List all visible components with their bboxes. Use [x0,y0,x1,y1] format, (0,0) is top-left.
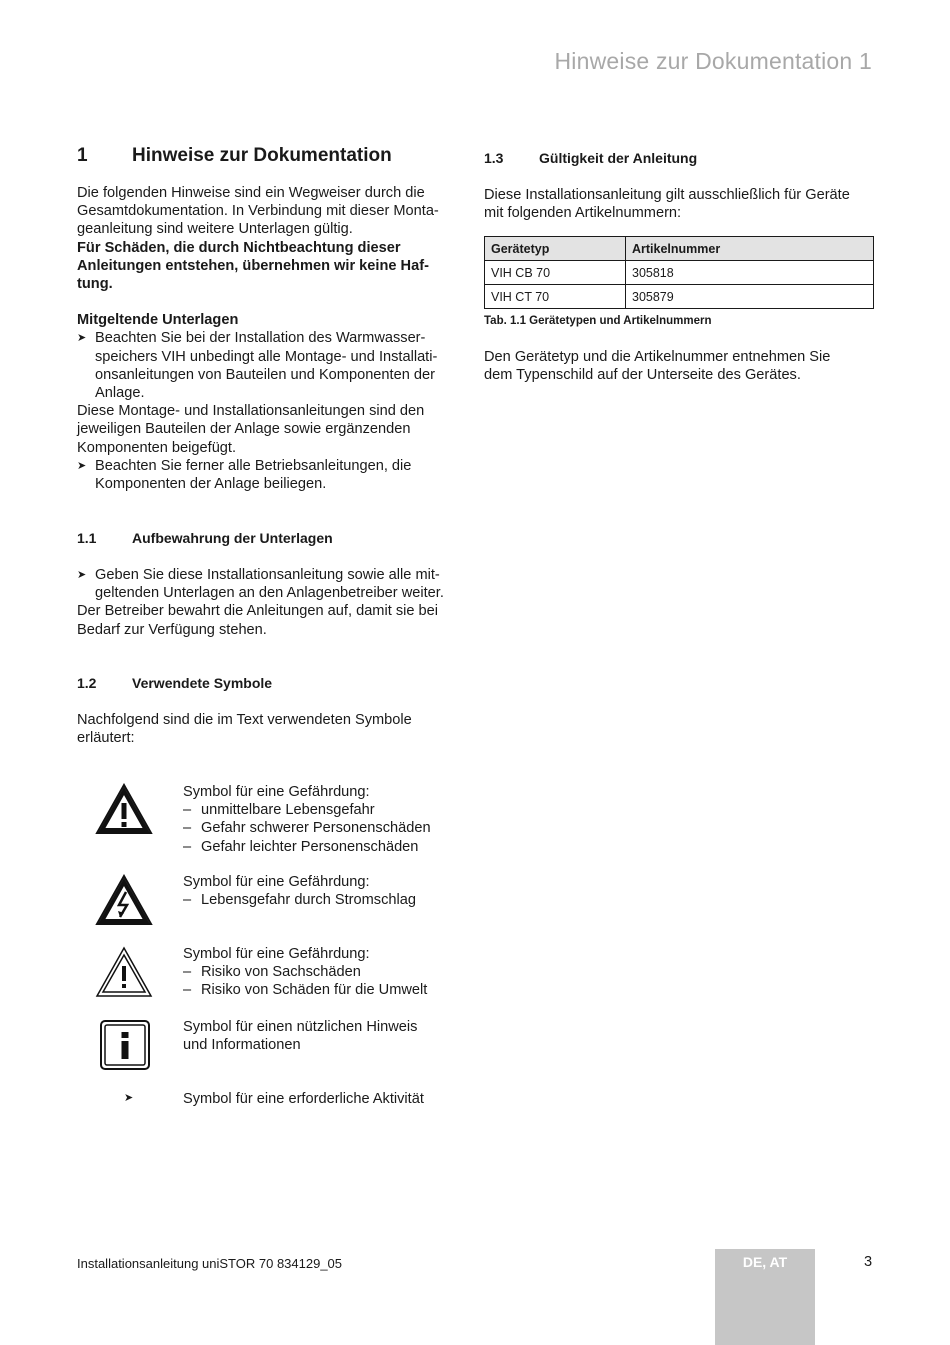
table-header: Gerätetyp [485,237,626,261]
para-line: Bedarf zur Verfügung stehen. [77,621,267,638]
symbol-description [183,783,431,856]
symbol-description [183,945,427,1000]
arrow-icon: ➤ [77,459,87,472]
table-cell: 305818 [626,261,874,285]
liability-line: tung. [77,276,113,293]
table-cell: VIH CT 70 [485,285,626,309]
intro-line: Die folgenden Hinweise sind ein Wegweiser durch die [77,185,425,201]
section-1-3-heading [484,150,876,166]
symbol-line: Symbol für einen nützlichen Hinweis [183,1019,418,1035]
info-icon [100,1020,150,1070]
symbol-item: Gefahr schwerer Personenschäden [201,820,431,837]
section-number: 1.2 [77,675,97,691]
section-1-3-outro [484,348,876,384]
symbol-row [77,1090,477,1110]
symbol-item: unmittelbare Lebensgefahr [201,802,375,819]
bullet-item [77,329,469,402]
bullet-item [77,566,469,602]
symbol-row [77,945,477,1000]
outro-line: dem Typenschild auf der Unterseite des Gerätes. [484,367,801,384]
symbol-title: Symbol für eine Gefährdung: [183,946,370,962]
caution-triangle-icon [95,946,153,998]
bullet-line: Komponenten der Anlage beiliegen. [95,476,327,493]
bullet-line: speichers VIH unbedingt alle Montage- und Installati- [95,348,438,365]
symbol-line: und Informationen [183,1037,301,1054]
footer-doc-title: Installationsanleitung uniSTOR 70 834129_05 [77,1256,343,1271]
dash: – [183,964,192,981]
table-cell: 305879 [626,285,874,309]
symbol-title: Symbol für eine Gefährdung: [183,874,370,890]
symbol-description [183,1090,424,1108]
intro-line: Nachfolgend sind die im Text verwendeten Symbole [77,712,412,728]
para-line: Diese Montage- und Installationsanleitungen sind den [77,403,425,420]
device-table-wrapper [484,236,874,309]
bullet-line: geltenden Unterlagen an den Anlagenbetreiber weiter. [95,585,444,602]
section-1-body [77,184,469,493]
section-1-3-intro [484,186,876,222]
section-1-heading [77,145,469,167]
symbol-description [183,1018,417,1054]
para-line: Der Betreiber bewahrt die Anleitungen auf, damit sie bei [77,603,439,620]
section-title: Aufbewahrung der Unterlagen [132,530,333,546]
dash: – [183,982,192,999]
table-caption: Tab. 1.1 Gerätetypen und Artikelnummern [484,315,712,327]
section-title: Verwendete Symbole [132,675,273,691]
running-header: Hinweise zur Dokumentation 1 [554,48,872,74]
page-number: 3 [864,1254,873,1270]
outro-line: Den Gerätetyp und die Artikelnummer entnehmen Sie [484,349,831,365]
intro-line: Diese Installationsanleitung gilt ausschließlich für Geräte [484,187,850,203]
dash: – [183,838,192,855]
intro-line: Gesamtdokumentation. In Verbindung mit dieser Monta- [77,203,439,220]
intro-line: erläutert: [77,730,135,747]
danger-triangle-icon [95,783,153,835]
symbol-description [183,873,416,909]
section-1-2-intro [77,711,469,747]
bullet-line: Anlage. [95,385,145,402]
table-header-row [485,237,874,261]
section-title: Hinweise zur Dokumentation [132,145,392,166]
bullet-line: Beachten Sie ferner alle Betriebsanleitungen, die [95,457,412,474]
dash: – [183,892,192,909]
symbol-row [77,783,477,853]
arrow-icon: ➤ [77,569,87,581]
liability-line: Für Schäden, die durch Nichtbeachtung dieser [77,239,401,256]
intro-line: mit folgenden Artikelnummern: [484,205,682,222]
footer-lang: DE, AT [742,1254,788,1270]
arrow-icon: ➤ [77,332,87,345]
table-cell: VIH CB 70 [485,261,626,285]
symbol-item: Risiko von Sachschäden [201,964,361,981]
bullet-line: Geben Sie diese Installationsanleitung sowie alle mit- [95,567,440,583]
liability-line: Anleitungen entstehen, übernehmen wir keine Haf- [77,257,429,274]
para-line: jeweiligen Bauteilen der Anlage sowie ergänzenden [77,421,411,438]
intro-line: geanleitung sind weitere Unterlagen gültig. [77,221,353,238]
section-number: 1.3 [484,150,504,166]
symbol-title: Symbol für eine Gefährdung: [183,784,370,800]
device-table [484,236,874,309]
symbol-line: Symbol für eine erforderliche Aktivität [183,1091,424,1107]
electric-shock-icon [95,874,153,926]
bullet-item [77,457,469,493]
section-1-2-heading [77,675,469,691]
section-1-1-body [77,566,469,639]
section-title: Gültigkeit der Anleitung [539,150,698,166]
section-1 [77,145,469,167]
sub-heading: Mitgeltende Unterlagen [77,312,239,329]
symbol-item: Lebensgefahr durch Stromschlag [201,892,416,909]
section-1-1-heading [77,530,469,546]
section-number: 1.1 [77,530,97,546]
arrow-icon: ➤ [124,1092,134,1104]
symbol-item: Risiko von Schäden für die Umwelt [201,982,428,999]
section-number: 1 [77,145,88,166]
symbol-row [77,873,477,928]
table-header: Artikelnummer [626,237,874,261]
symbol-row [77,1018,477,1073]
para-line: Komponenten beigefügt. [77,439,237,456]
table-row [485,285,874,309]
dash: – [183,802,192,819]
dash: – [183,820,192,837]
symbol-item: Gefahr leichter Personenschäden [201,838,419,855]
bullet-line: onsanleitungen von Bauteilen und Komponenten der [95,366,435,383]
table-row [485,261,874,285]
bullet-line: Beachten Sie bei der Installation des Warmwasser- [95,330,426,347]
